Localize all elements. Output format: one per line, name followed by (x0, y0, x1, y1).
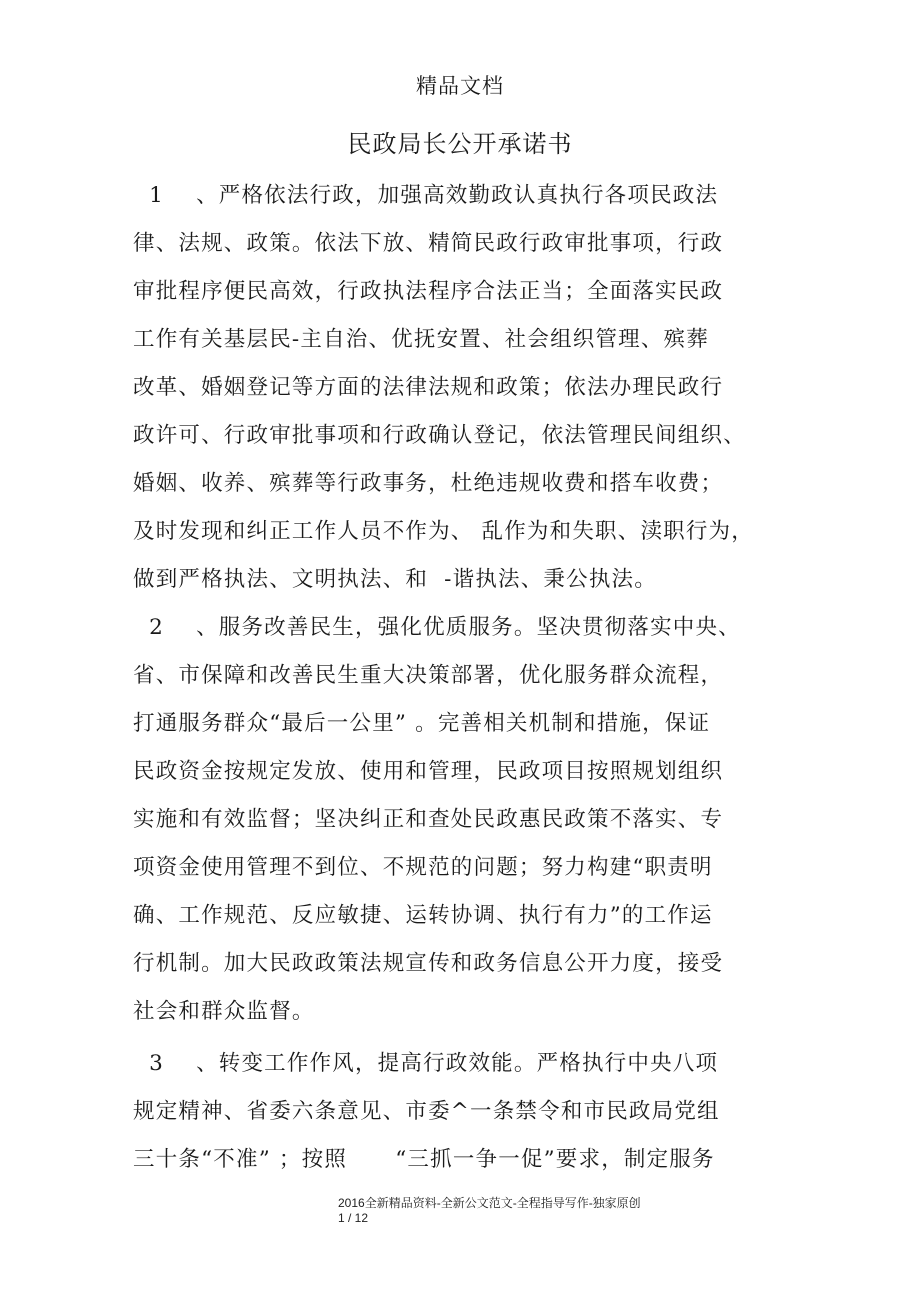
body-line: 婚姻、收养、殡葬等行政事务，杜绝违规收费和搭车收费； (133, 471, 724, 496)
body-line: 实施和有效监督；坚决纠正和查处民政惠民政策不落实、专 (133, 807, 724, 832)
body-line: 1 、严格依法行政，加强高效勤政认真执行各项民政法 (133, 183, 719, 208)
body-line: 民政资金按规定发放、使用和管理，民政项目按照规划组织 (133, 759, 724, 784)
body-line: 工作有关基层民-主自治、优抚安置、社会组织管理、殡葬 (133, 327, 709, 352)
body-line: 做到严格执法、文明执法、和 -谐执法、秉公执法。 (133, 567, 657, 592)
body-line: 打通服务群众“最后一公里” 。完善相关机制和措施，保证 (133, 711, 711, 736)
body-line: 确、工作规范、反应敏捷、运转协调、执行有力”的工作运 (133, 903, 713, 928)
page-footer (338, 1196, 641, 1226)
body-line: 2 、服务改善民生，强化优质服务。坚决贯彻落实中央、 (133, 615, 741, 640)
body-line: 项资金使用管理不到位、不规范的问题；努力构建“职责明 (133, 855, 713, 880)
body-line: 审批程序便民高效，行政执法程序合法正当；全面落实民政 (133, 279, 724, 304)
body-line: 省、市保障和改善民生重大决策部署，优化服务群众流程， (133, 663, 724, 688)
footer-text: 2016全新精品资料-全新公文范文-全程指导写作-独家原创 (338, 1196, 641, 1210)
body-line: 三十条“不准” ；按照 “三抓一争一促”要求，制定服务 (133, 1147, 715, 1172)
document-title: 民政局长公开承诺书 (347, 130, 573, 158)
body-line: 社会和群众监督。 (133, 999, 315, 1024)
body-line: 改革、婚姻登记等方面的法律法规和政策；依法办理民政行 (133, 375, 724, 400)
page-number: 1 / 12 (338, 1211, 369, 1225)
body-line: 行机制。加大民政政策法规宣传和政务信息公开力度，接受 (133, 951, 724, 976)
body-line: 3 、转变工作作风，提高行政效能。严格执行中央八项 (133, 1051, 719, 1076)
body-line: 规定精神、省委六条意见、市委^一条禁令和市民政局党组 (133, 1099, 720, 1124)
document-header: 精品文档 (416, 74, 504, 98)
body-line: 律、法规、政策。依法下放、精简民政行政审批事项，行政 (133, 231, 724, 256)
body-line: 及时发现和纠正工作人员不作为、 乱作为和失职、渎职行为， (133, 519, 754, 544)
body-line: 政许可、行政审批事项和行政确认登记，依法管理民间组织、 (133, 423, 746, 448)
